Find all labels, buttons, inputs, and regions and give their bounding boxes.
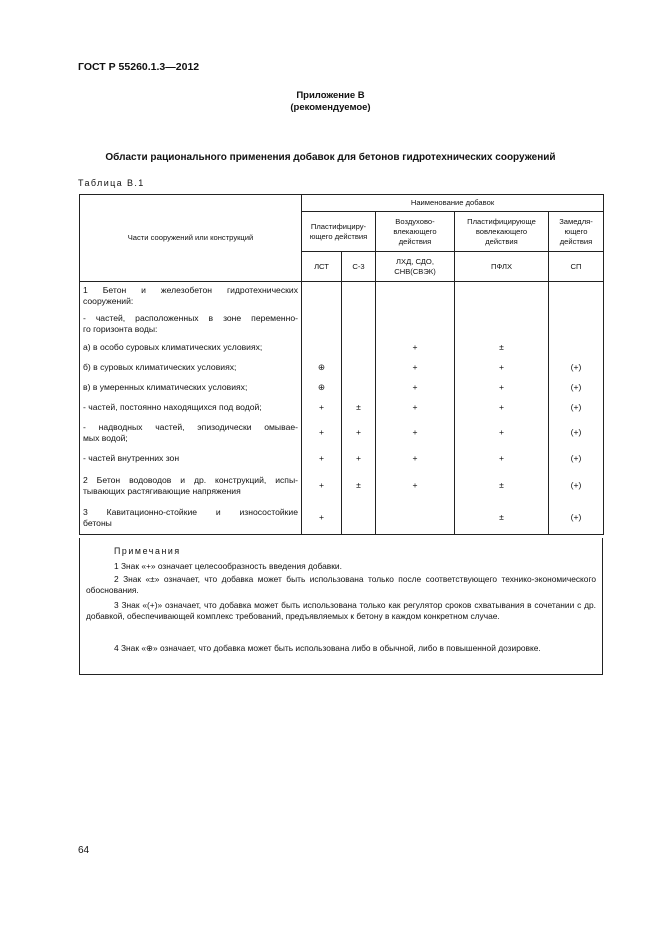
- document-code: ГОСТ Р 55260.1.3—2012: [78, 61, 200, 73]
- table-cell: [376, 282, 455, 310]
- table-cell: +: [455, 358, 549, 378]
- group-header-plasticizing-entraining: Пластифицирующе вовлекающего действия: [455, 212, 549, 252]
- table-cell: +: [342, 418, 376, 448]
- table-row: [80, 338, 604, 358]
- table-cell: [549, 338, 604, 358]
- appendix-heading: [0, 90, 661, 114]
- row-label: а) в особо суровых климатических условиях;: [80, 338, 302, 358]
- table-cell: +: [455, 378, 549, 398]
- table-cell: [455, 310, 549, 338]
- table-cell: (+): [549, 358, 604, 378]
- table-cell: (+): [549, 470, 604, 502]
- table-cell: +: [376, 448, 455, 470]
- table-cell: +: [376, 418, 455, 448]
- notes-box: [79, 538, 603, 675]
- table-cell: +: [455, 448, 549, 470]
- table-cell: +: [376, 470, 455, 502]
- table-cell: +: [302, 448, 342, 470]
- table-cell: +: [342, 448, 376, 470]
- note-item: 3 Знак «(+)» означает, что добавка может быть использована только как регулятор сроков схватывания в сочетании с др. добавкой, обеспечивающей комплекс требований, предъявляемых к бетону в каждом конкретном случае.: [86, 600, 596, 621]
- table-cell: ±: [342, 470, 376, 502]
- table-row: [80, 502, 604, 535]
- appendix-title: Приложение В: [296, 90, 365, 101]
- table-cell: (+): [549, 448, 604, 470]
- table-cell: (+): [549, 502, 604, 535]
- code-header-lhd: ЛХД, СДО, СНВ(СВЭК): [376, 252, 455, 282]
- table-cell: [302, 338, 342, 358]
- table-cell: ⊕: [302, 358, 342, 378]
- notes-heading: Примечания: [114, 546, 181, 556]
- row-label: 1 Бетон и железобетон гидротехнических сооружений:: [80, 282, 302, 310]
- code-header-sp: СП: [549, 252, 604, 282]
- row-label: в) в умеренных климатических условиях;: [80, 378, 302, 398]
- group-header-retarding: Замедля- ющего действия: [549, 212, 604, 252]
- table-cell: +: [376, 378, 455, 398]
- table-row: [80, 448, 604, 470]
- parts-header: Части сооружений или конструкций: [80, 195, 302, 282]
- table-cell: (+): [549, 398, 604, 418]
- row-label: 2 Бетон водоводов и др. конструкций, испы- тывающих растягивающие напряжения: [80, 470, 302, 502]
- table-row: [80, 358, 604, 378]
- table-cell: (+): [549, 378, 604, 398]
- row-label: - надводных частей, эпизодически омывае- мых водой;: [80, 418, 302, 448]
- table-cell: +: [376, 338, 455, 358]
- table-row: [80, 282, 604, 310]
- table-cell: ±: [455, 338, 549, 358]
- table-row: [80, 418, 604, 448]
- additives-table: [79, 194, 604, 535]
- table-cell: ±: [455, 502, 549, 535]
- table-cell: [455, 282, 549, 310]
- table-cell: [342, 282, 376, 310]
- additives-header: Наименование добавок: [302, 195, 604, 212]
- table-cell: +: [376, 398, 455, 418]
- table-cell: +: [455, 398, 549, 418]
- row-label: 3 Кавитационно-стойкие и износостойкие бетоны: [80, 502, 302, 535]
- table-cell: [342, 502, 376, 535]
- row-label: - частей внутренних зон: [80, 448, 302, 470]
- group-header-plasticizing: Пластифициру- ющего действия: [302, 212, 376, 252]
- table-cell: +: [302, 470, 342, 502]
- table-row: [80, 378, 604, 398]
- table-row: [80, 310, 604, 338]
- table-row: [80, 398, 604, 418]
- section-title: Области рационального применения добавок для бетонов гидротехнических сооружений: [105, 152, 556, 163]
- table-cell: [342, 378, 376, 398]
- note-item: 1 Знак «+» означает целесообразность введения добавки.: [114, 561, 342, 571]
- row-label: б) в суровых климатических условиях;: [80, 358, 302, 378]
- table-cell: [342, 310, 376, 338]
- code-header-s3: С-3: [342, 252, 376, 282]
- table-cell: +: [302, 398, 342, 418]
- table-caption: Таблица В.1: [78, 178, 145, 188]
- table-cell: [549, 282, 604, 310]
- row-label: - частей, постоянно находящихся под водой;: [80, 398, 302, 418]
- table-cell: [302, 282, 342, 310]
- page-number: 64: [78, 845, 90, 856]
- table-cell: ⊕: [302, 378, 342, 398]
- table-cell: [342, 358, 376, 378]
- group-header-air-entraining: Воздухово- влекающего действия: [376, 212, 455, 252]
- table-cell: [549, 310, 604, 338]
- appendix-subtitle: (рекомендуемое): [290, 102, 371, 113]
- code-header-pflh: ПФЛХ: [455, 252, 549, 282]
- table-cell: +: [302, 502, 342, 535]
- table-cell: [376, 310, 455, 338]
- table-cell: +: [302, 418, 342, 448]
- row-label: - частей, расположенных в зоне переменно- го горизонта воды:: [80, 310, 302, 338]
- table-cell: [376, 502, 455, 535]
- table-cell: (+): [549, 418, 604, 448]
- table-cell: +: [376, 358, 455, 378]
- table-cell: [302, 310, 342, 338]
- table-cell: [342, 338, 376, 358]
- table-row: [80, 470, 604, 502]
- table-cell: ±: [342, 398, 376, 418]
- code-header-lst: ЛСТ: [302, 252, 342, 282]
- note-item: 4 Знак «⊕» означает, что добавка может быть использована либо в обычной, либо в повышенной дозировке.: [114, 643, 541, 653]
- note-item: 2 Знак «±» означает, что добавка может быть использована только после соответствующего технико-экономического обоснования.: [86, 574, 596, 595]
- table-cell: ±: [455, 470, 549, 502]
- table-cell: +: [455, 418, 549, 448]
